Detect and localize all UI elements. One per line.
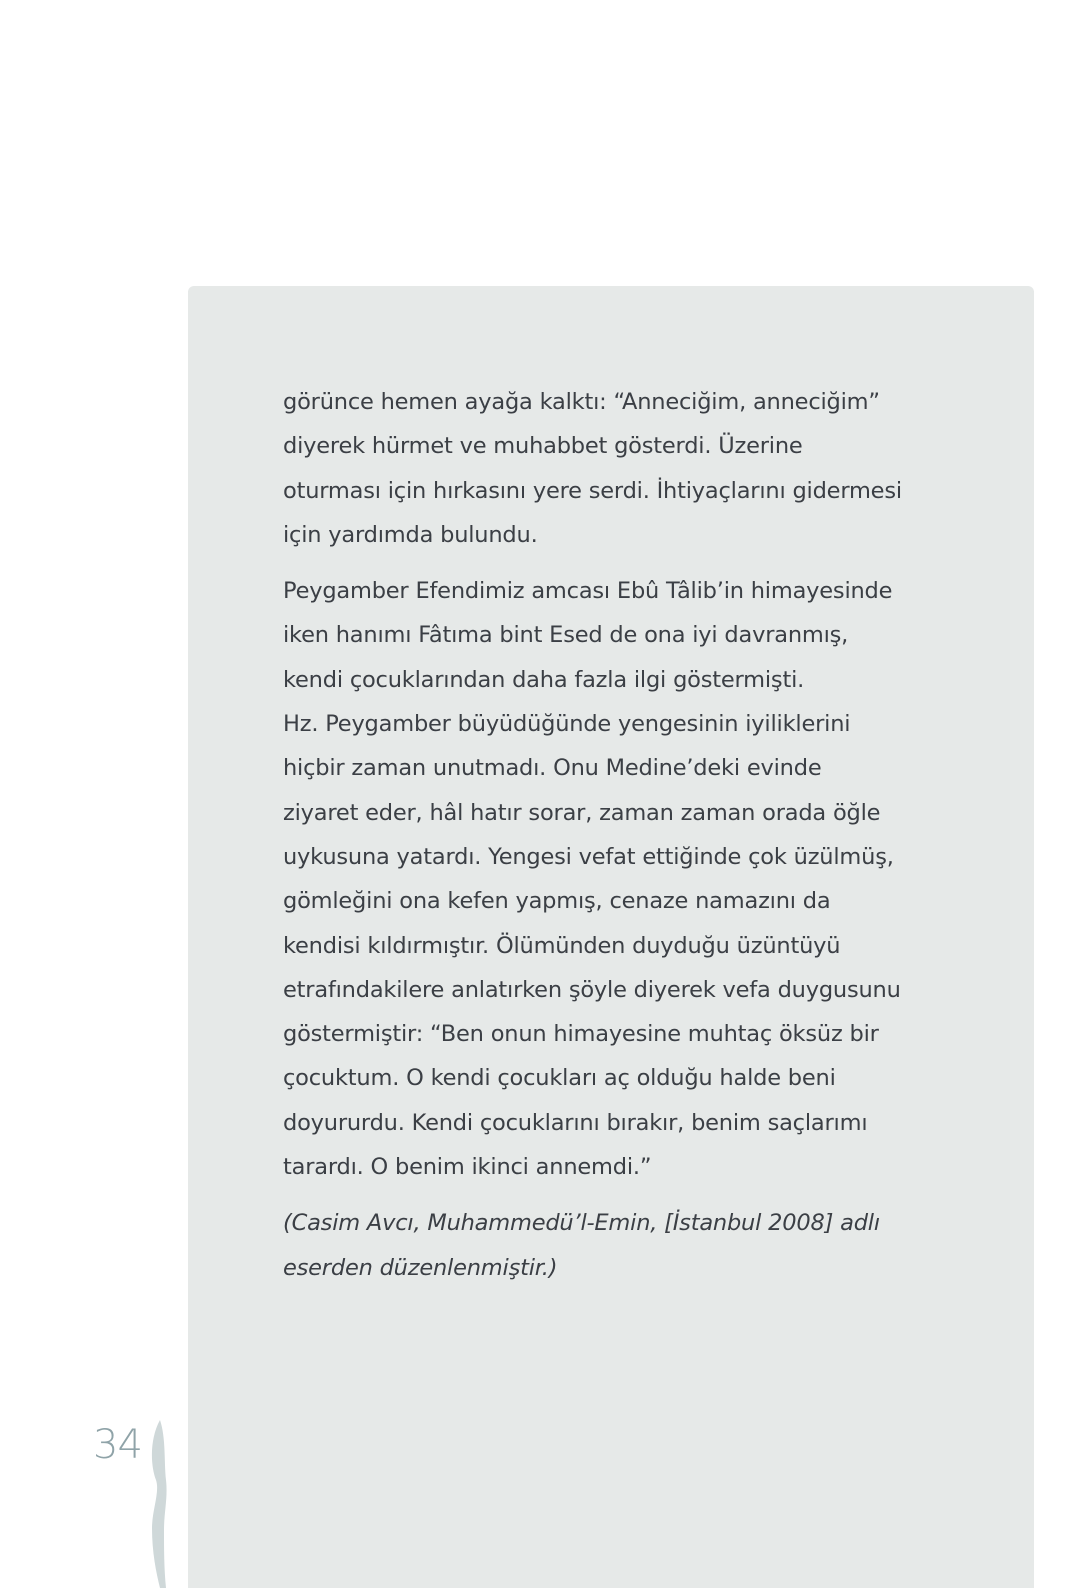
page-number: 34	[93, 1422, 142, 1468]
body-text	[283, 380, 923, 1290]
paragraph-2: Peygamber Efendimiz amcası Ebû Tâlib’in himayesinde iken hanımı Fâtıma bint Esed de ona iyi davranmış, kendi çocuklarından daha fazla ilgi göstermişti. Hz. Peygamber büyüdüğünde yengesinin iyiliklerini hiçbir zaman unutmadı. Onu Medine’deki evinde ziyaret eder, hâl hatır sorar, zaman zaman orada öğle uykusuna yatardı. Yengesi vefat ettiğinde çok üzülmüş, gömleğini ona kefen yapmış, cenaze namazını da kendisi kıldırmıştır. Ölümünden duyduğu üzüntüyü etrafındakilere anlatırken şöyle diyerek vefa duygusunu göstermiştir: “Ben onun himayesine muhtaç öksüz bir çocuktum. O kendi çocukları aç olduğu halde beni doyururdu. Kendi çocuklarını bırakır, benim saçlarımı tarardı. O benim ikinci annemdi.”	[283, 578, 901, 1181]
paragraph-1: görünce hemen ayağa kalktı: “Anneciğim, anneciğim” diyerek hürmet ve muhabbet gösterdi. Üzerine oturması için hırkasını yere serdi. İhtiyaçlarını gidermesi için yardımda bulundu.	[283, 389, 902, 548]
citation: (Casim Avcı, Muhammedü’l-Emin, [İstanbul 2008] adlı eserden düzenlenmiştir.)	[283, 1210, 880, 1281]
leaf-ornament-icon	[142, 1418, 178, 1588]
